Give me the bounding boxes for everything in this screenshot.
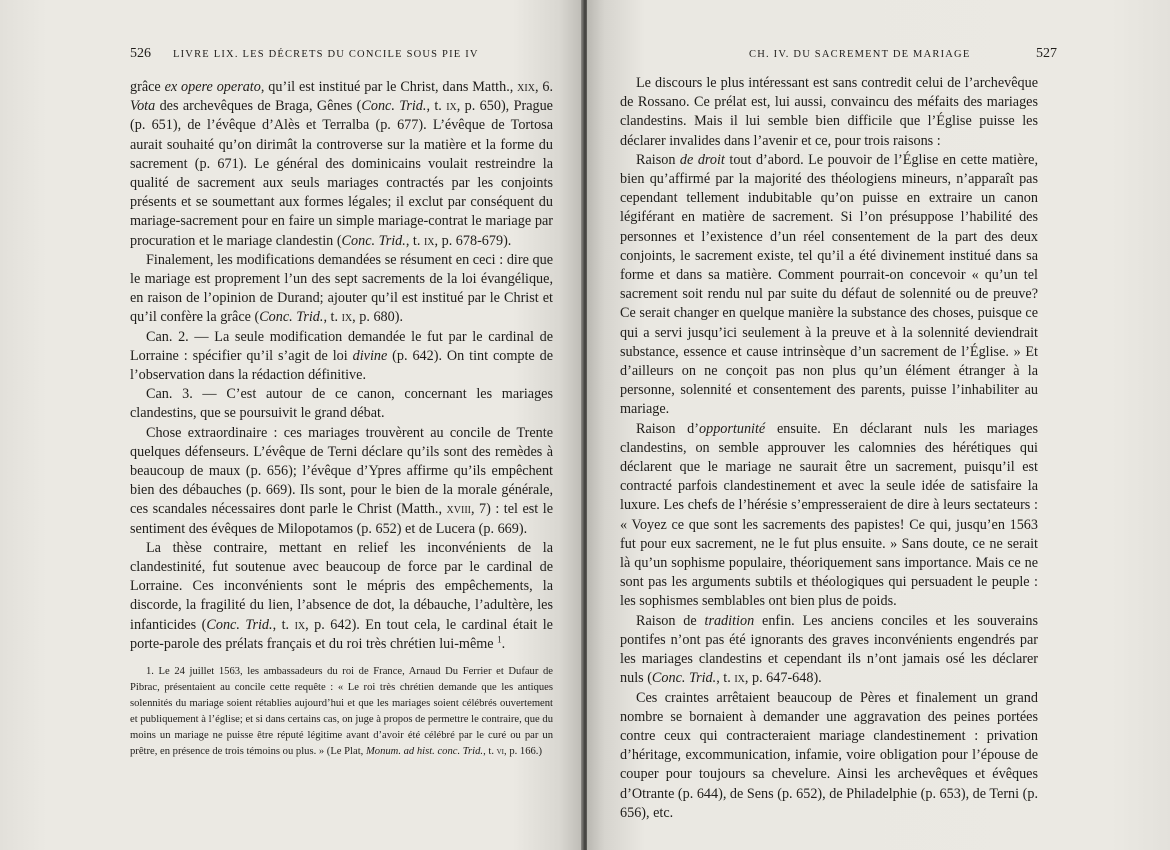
paragraph: Chose extraordinaire : ces mariages trouvèrent au concile de Trente quelques défenseurs. L’évêque de Terni déclare qu’ils sont des remèdes à beaucoup de maux (p. 656); l’évêque d’Ypres affirme qu’ils empêchent bien des débauches (p. 669). Ils sont, pour le bien de la morale générale, ces scandales nécessaires dont parle le Christ (Matth., xviii, 7) : tel est le sentiment des évêques de Milopotamos (p. 652) et de Lucera (p. 669). (130, 424, 553, 537)
left-body-text (130, 78, 553, 654)
right-running-title: CH. IV. DU SACREMENT DE MARIAGE (749, 49, 971, 60)
paragraph: Can. 2. — La seule modification demandée le fut par le cardinal de Lorraine : spécifier qu’il s’agit de loi divine (p. 642). On tint compte de l’observation dans la rédaction définitive. (130, 328, 554, 384)
left-page-number: 526 (130, 46, 151, 61)
paragraph: Finalement, les modifications demandées se résument en ceci : dire que le mariage est proprement l’un des sept sacrements de la loi évangélique, en raison de l’opinion de Durand; ajouter qu’il est institué par le Christ et qu’il confère la grâce (Conc. Trid., t. ix, p. 680). (130, 251, 553, 326)
paragraph: Can. 3. — C’est autour de ce canon, concernant les mariages clandestins, que se poursuivit le grand débat. (130, 386, 553, 422)
paragraph: Raison d’opportunité ensuite. En déclarant nuls les mariages clandestins, on semble approuver les calomnies des hérétiques qui déclarent que le mariage ne saurait être un sacrement, puisqu’il est contracté parfois clandestinement et avec la seule idée de satisfaire la luxure. Les chefs de l’hérésie s’empresseraient de dire à leurs sectateurs : « Voyez ce que sont les sacrements des papistes! Ce qui, jusqu’en 1563 fut pour eux sacrement, ne le fut plus ensuite. » Sans doute, ce ne serait là qu’un sophisme populaire, théoriquement sans importance. Mais ce ne sont pas les arguments subtils et théologiques qui persuadent le peuple : les sophismes semblables ont bien plus de poids. (620, 420, 1038, 610)
left-page (0, 0, 583, 850)
right-page-number: 527 (1036, 46, 1057, 61)
paragraph: La thèse contraire, mettant en relief les inconvénients de la clandestinité, fut soutenue avec beaucoup de force par le cardinal de Lorraine. Ces inconvénients sont le mépris des empêchements, la discorde, la fragilité du lien, l’absence de dot, la débauche, l’adultère, les infanticides (Conc. Trid., t. ix, p. 642). En tout cela, le cardinal était le porte-parole des prélats français et du roi très chrétien lui-même $^1$. (130, 539, 553, 652)
right-page (587, 0, 1170, 850)
paragraph: Ces craintes arrêtaient beaucoup de Pères et finalement un grand nombre se bornaient à demander une aggravation des peines portées contre ceux qui contracteraient mariage clandestinement : privation d’héritage, excommunication, infamie, voire obligation pour l’épouse de couper pour toujours sa chevelure. Ainsi les archevêques et évêques d’Otrante (p. 644), de Sens (p. 652), de Philadelphie (p. 653), de Terni (p. 656), etc. (620, 689, 1038, 821)
left-running-title: LIVRE LIX. LES DÉCRETS DU CONCILE SOUS PIE IV (173, 49, 479, 60)
right-body-text (620, 74, 1038, 823)
paragraph: Le discours le plus intéressant est sans contredit celui de l’archevêque de Rossano. Ce prélat est, lui aussi, convaincu des méfaits des mariages clandestins. Mais il lui semble bien difficile que l’Église puisse les déclarer invalides dans l’avenir et ce, pour trois raisons : (620, 75, 1038, 149)
right-running-header (627, 46, 1057, 62)
footnote-ref: 1 (497, 634, 502, 645)
left-running-header (130, 46, 550, 62)
paragraph: Raison de tradition enfin. Les anciens conciles et les souverains pontifes n’ont pas été ignorants des graves inconvénients engendrés par les mariages clandestins et cependant ils n’ont jamais osé les déclarer nuls (Conc. Trid., t. ix, p. 647-648). (620, 612, 1038, 687)
footnote-text: 1. Le 24 juillet 1563, les ambassadeurs du roi de France, Arnaud Du Ferrier et Dufaur de Pibrac, présentaient au concile cette requête : « Le roi très chrétien demande que les antiques solennités du mariage soient rétablies aujourd’hui et que les mariages soient célébrés ouvertement et publiquement à l’église; et si dans certains cas, on juge à propos de permettre le contraire, que du moins un mariage ne puisse être réputé légitime avant d’avoir été célébré par le curé ou par un prêtre, en présence de trois témoins ou plus. » (Le Plat, Monum. ad hist. conc. Trid., t. vi, p. 166.) (130, 666, 553, 757)
paragraph: Raison de droit tout d’abord. Le pouvoir de l’Église en cette matière, bien qu’affirmé par la majorité des théologiens mineurs, n’apparaît pas cependant tellement indubitable qu’on puisse en extraire un canon légiférant en matière de sacrement. Si l’on présuppose l’habilité des personnes et l’existence d’un réel consentement de la part des deux conjoints, le sacrement existe, tel qu’il a été divinement institué dans sa forme et dans sa matière. Comment pourrait-on concevoir « qu’un tel sacrement soit rendu nul par suite du défaut de solennité ou de preuve? Ce serait changer en quelque manière la substance des choses, puisque ce qui a servi jusqu’ici seulement à la preuve et à la solennité deviendrait substance, essence et cause intrinsèque d’un sacrement de l’Église. » Et d’ailleurs on ne conçoit pas non plus qu’un élément étranger à la personne, solennité et consentement des parents, puisse l’inhabiliter au mariage. (620, 151, 1038, 418)
footnote (130, 664, 553, 760)
paragraph: grâce ex opere operato, qu’il est institué par le Christ, dans Matth., xix, 6. Vota des archevêques de Braga, Gênes (Conc. Trid., t. ix, p. 650), Prague (p. 651), de l’évêque d’Alès et Terralba (p. 677). L’évêque de Tortosa aurait souhaité qu’on dirimât la controverse sur la matière et la forme du sacrement (p. 671). Le général des dominicains voulait restreindre la qualité de sacrement aux seuls mariages contractés par les conjoints présents et se soumettant aux formes légales; il exclut par conséquent du mariage-sacrement pour en faire un simple mariage-contrat le mariage par procuration et le mariage clandestin (Conc. Trid., t. ix, p. 678-679). (130, 79, 554, 249)
